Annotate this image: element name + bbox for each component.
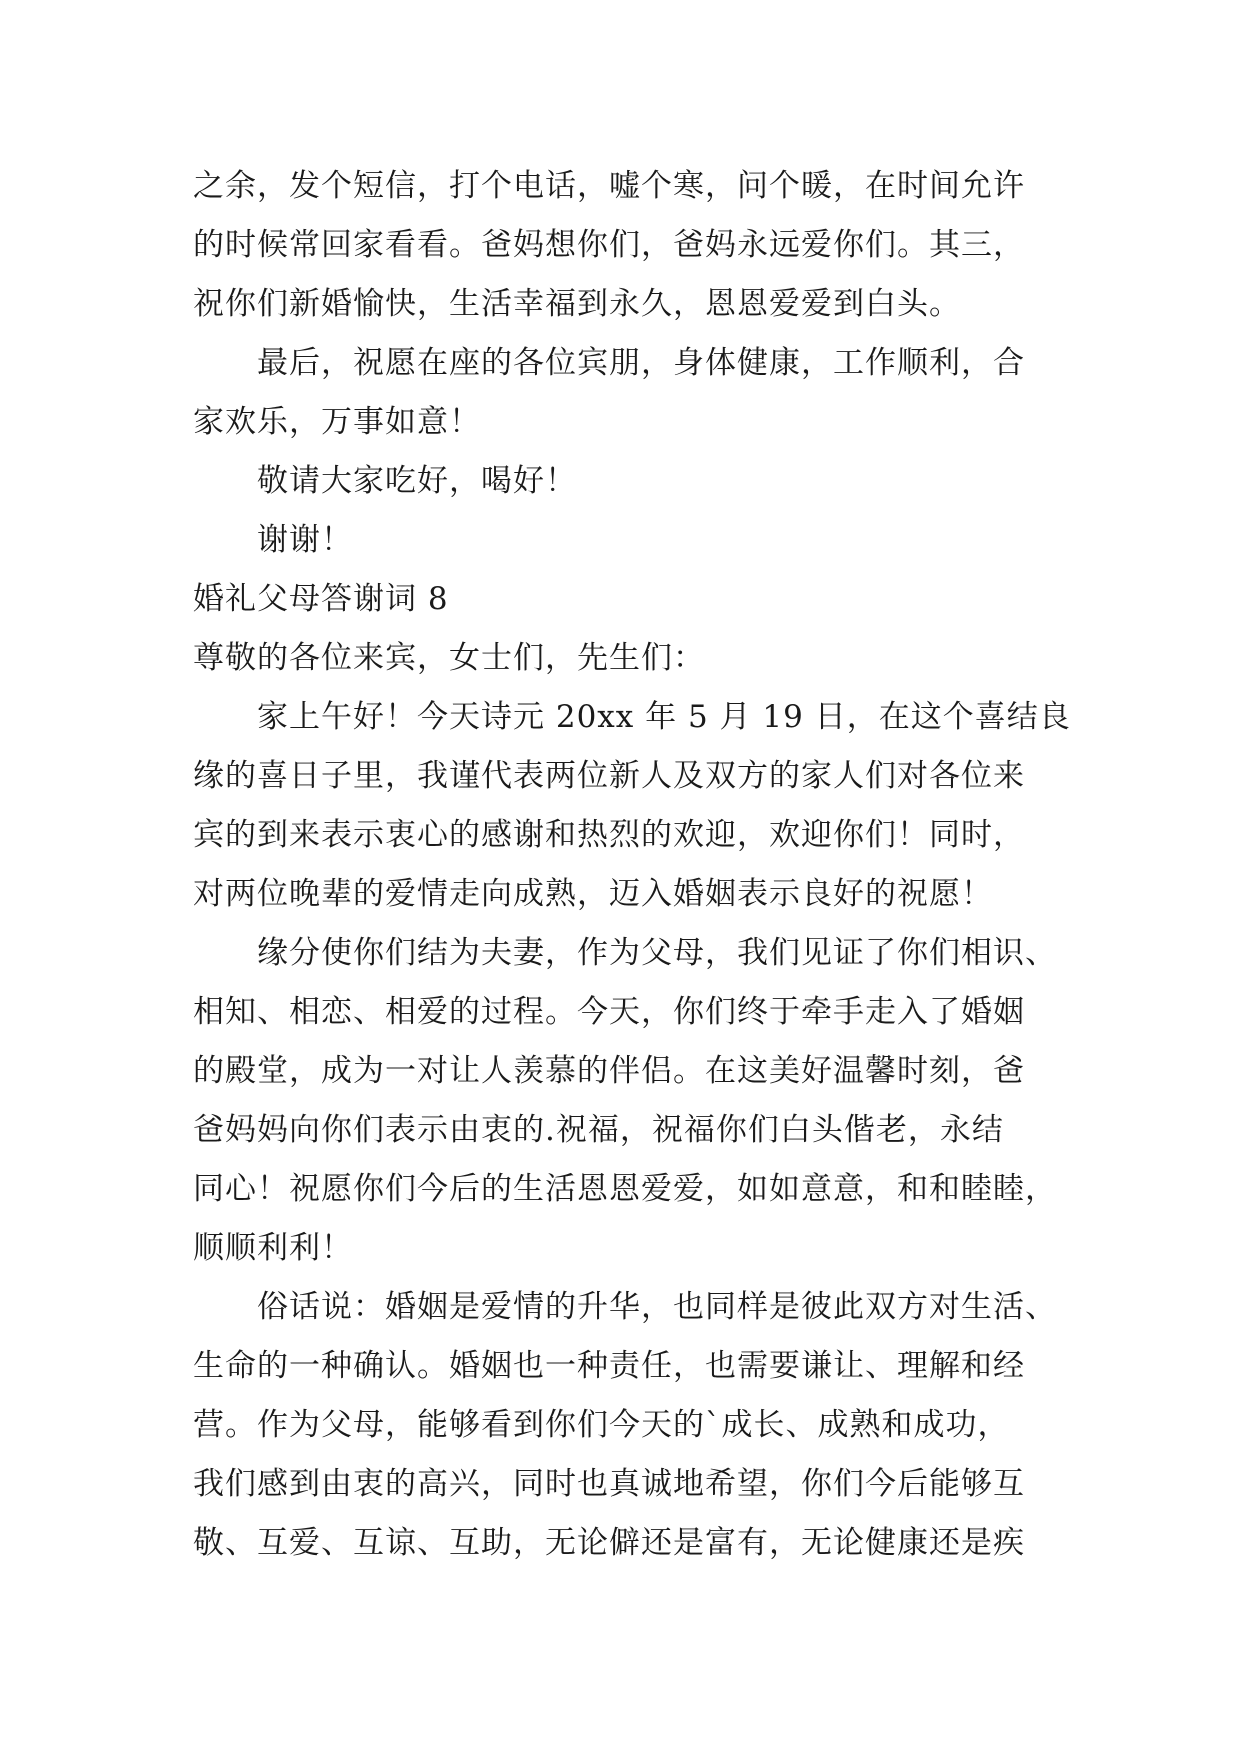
section-heading: 婚礼父母答谢词 8	[193, 581, 449, 617]
salutation: 尊敬的各位来宾，女士们，先生们：	[193, 640, 705, 676]
paragraph-first-line: 俗话说：婚姻是爱情的升华，也同样是彼此双方对生活、	[257, 1289, 1057, 1325]
text-line: 相知、相恋、相爱的过程。今天，你们终于牵手走入了婚姻	[193, 994, 1025, 1030]
text-line: 营。作为父母，能够看到你们今天的`成长、成熟和成功，	[193, 1407, 1010, 1443]
paragraph-first-line: 缘分使你们结为夫妻，作为父母，我们见证了你们相识、	[257, 935, 1057, 971]
text-line: 祝你们新婚愉快，生活幸福到永久，恩恩爱爱到白头。	[193, 286, 961, 322]
text-line: 同心！祝愿你们今后的生活恩恩爱爱，如如意意，和和睦睦，	[193, 1171, 1057, 1207]
text-line: 敬、互爱、互谅、互助，无论僻还是富有，无论健康还是疾	[193, 1525, 1025, 1561]
text-line: 的殿堂，成为一对让人羡慕的伴侣。在这美好温馨时刻，爸	[193, 1053, 1025, 1089]
text-line: 我们感到由衷的高兴，同时也真诚地希望，你们今后能够互	[193, 1466, 1025, 1502]
paragraph-first-line: 最后，祝愿在座的各位宾朋，身体健康，工作顺利，合	[257, 345, 1025, 381]
paragraph-first-line: 谢谢！	[257, 522, 353, 558]
text-line: 的时候常回家看看。爸妈想你们，爸妈永远爱你们。其三，	[193, 227, 1025, 263]
text-line: 宾的到来表示衷心的感谢和热烈的欢迎，欢迎你们！同时，	[193, 817, 1025, 853]
paragraph-first-line: 家上午好！今天诗元 20xx 年 5 月 19 日，在这个喜结良	[257, 699, 1071, 735]
text-line: 家欢乐，万事如意！	[193, 404, 481, 440]
text-line: 对两位晚辈的爱情走向成熟，迈入婚姻表示良好的祝愿！	[193, 876, 993, 912]
text-line: 爸妈妈向你们表示由衷的.祝福，祝福你们白头偕老，永结	[193, 1112, 1004, 1148]
paragraph-first-line: 敬请大家吃好，喝好！	[257, 463, 577, 499]
text-line: 缘的喜日子里，我谨代表两位新人及双方的家人们对各位来	[193, 758, 1025, 794]
text-line: 顺顺利利！	[193, 1230, 353, 1266]
text-line: 生命的一种确认。婚姻也一种责任，也需要谦让、理解和经	[193, 1348, 1025, 1384]
text-line: 之余，发个短信，打个电话，嘘个寒，问个暖，在时间允许	[193, 168, 1025, 204]
